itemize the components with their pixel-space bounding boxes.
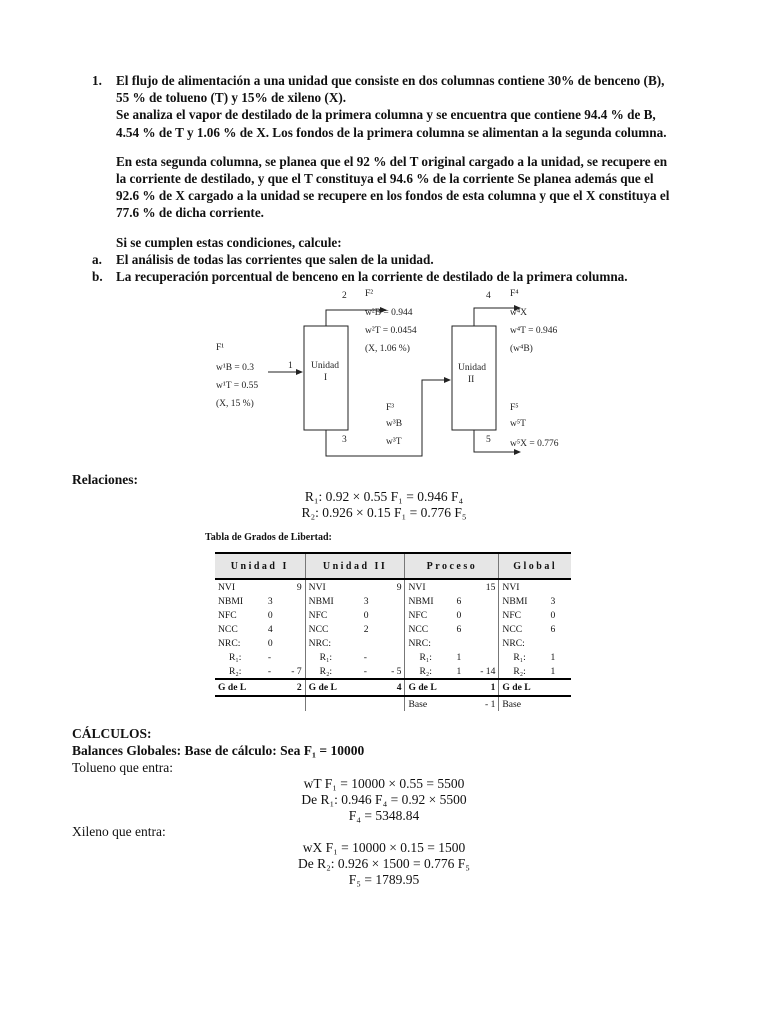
table-cell xyxy=(563,622,571,636)
table-cell: NCC xyxy=(499,622,548,636)
equation: wX F₁ = 10000 × 0.15 = 1500 xyxy=(302,840,466,855)
f1-x: (X, 15 %) xyxy=(216,399,254,409)
table-cell: 1 xyxy=(550,651,556,663)
stream-3-number: 3 xyxy=(342,435,347,445)
table-cell xyxy=(281,594,306,608)
table-cell: 3 xyxy=(550,595,556,607)
table-cell xyxy=(547,579,562,594)
table-cell: 0 xyxy=(267,637,273,649)
xileno-label: Xileno que entra: xyxy=(72,824,166,839)
table-cell: NRC: xyxy=(405,636,454,650)
unit-2-number: II xyxy=(468,375,475,385)
table-cell: NRC: xyxy=(305,636,361,650)
f5-wt: w⁵T xyxy=(510,419,526,429)
table-cell: R₂: xyxy=(305,664,361,679)
text-line: En esta segunda columna, se planea que el 92 % del T original cargado a la unidad, se recupere en xyxy=(116,153,668,169)
table-cell: R₁: xyxy=(499,650,548,664)
f2-wb: w²B = 0.944 xyxy=(365,308,413,318)
problem-statement xyxy=(92,72,712,285)
text-line: La recuperación porcentual de benceno en la corriente de destilado de la primera columna. xyxy=(116,269,628,285)
problem-number: 1. xyxy=(92,73,102,88)
table-row xyxy=(215,608,571,622)
equation: F₅ = 1789.95 xyxy=(348,872,420,887)
table-cell: 3 xyxy=(363,595,369,607)
f5-wx: w⁵X = 0.776 xyxy=(510,439,559,449)
stream-2-number: 2 xyxy=(342,291,347,301)
table-cell xyxy=(563,636,571,650)
table-cell: NVI xyxy=(305,579,361,594)
table-title: Tabla de Grados de Libertad: xyxy=(205,532,332,543)
f2-x: (X, 1.06 %) xyxy=(365,344,410,354)
table-cell: - xyxy=(363,665,367,677)
f1-label: F¹ xyxy=(216,343,225,353)
table-cell xyxy=(361,696,405,711)
f1-wb: w¹B = 0.3 xyxy=(216,363,255,373)
f4-wt: w⁴T = 0.946 xyxy=(510,326,558,336)
table-cell: 2 xyxy=(363,623,369,635)
table-cell xyxy=(378,636,405,650)
f5-label: F⁵ xyxy=(510,403,519,413)
table-cell xyxy=(547,636,562,650)
equation: F₄ = 5348.84 xyxy=(348,808,420,823)
list-marker: b. xyxy=(92,269,103,285)
table-row xyxy=(215,594,571,608)
table-cell xyxy=(378,594,405,608)
table-cell: G de L xyxy=(499,679,548,696)
f2-wt: w²T = 0.0454 xyxy=(365,326,417,336)
table-cell: 1 xyxy=(456,651,462,663)
equation: De R₁: 0.946 F₄ = 0.92 × 5500 xyxy=(301,792,467,807)
problem-paragraph-1 xyxy=(92,72,712,141)
table-cell: G de L xyxy=(215,679,265,696)
table-cell: 6 xyxy=(456,595,462,607)
table-cell: 2 xyxy=(265,679,305,696)
table-cell xyxy=(215,696,265,711)
table-cell: - 1 xyxy=(485,698,496,710)
stream-5-number: 5 xyxy=(486,435,491,445)
table-cell: 1 xyxy=(550,665,556,677)
table-cell xyxy=(469,636,499,650)
table-cell: R₁: xyxy=(405,650,454,664)
table-row xyxy=(215,650,571,664)
table-cell: 0 xyxy=(267,609,273,621)
table-cell: - 14 xyxy=(480,665,496,677)
f2-label: F² xyxy=(365,289,374,299)
table-cell: NRC: xyxy=(218,637,241,649)
table-cell: NBMI xyxy=(305,594,361,608)
f3-wb: w³B xyxy=(386,419,403,429)
table-cell xyxy=(378,650,405,664)
table-cell xyxy=(563,608,571,622)
column-header: Proceso xyxy=(405,553,499,579)
table-cell xyxy=(265,696,305,711)
table-row xyxy=(215,636,571,650)
table-row xyxy=(215,664,571,679)
table-cell xyxy=(563,664,571,679)
table-cell: NBMI xyxy=(218,595,244,607)
process-diagram xyxy=(210,284,570,464)
table-cell: NFC xyxy=(218,609,237,621)
table-cell: R₂: xyxy=(499,664,548,679)
relation-r1: R₁: 0.92 × 0.55 F₁ = 0.946 F₄ xyxy=(304,489,464,504)
table-cell: NVI xyxy=(218,581,236,593)
table-cell: NCC xyxy=(405,622,454,636)
f1-wt: w¹T = 0.55 xyxy=(216,381,259,391)
relaciones-title: Relaciones: xyxy=(72,472,138,487)
text-line: Se analiza el vapor de destilado de la primera columna y se encuentra que contiene 94.4 % de B, xyxy=(116,107,656,123)
equation: wT F₁ = 10000 × 0.55 = 5500 xyxy=(303,776,465,791)
unit-1-label: Unidad xyxy=(311,361,339,371)
table-cell: R₁: xyxy=(229,651,242,663)
table-cell xyxy=(469,594,499,608)
table-cell xyxy=(563,650,571,664)
problem-paragraph-3 xyxy=(92,234,712,251)
list-item-a xyxy=(92,251,712,268)
table-cell: Base xyxy=(499,696,548,711)
table-cell: NFC xyxy=(499,608,548,622)
table-cell xyxy=(265,579,281,594)
equation: De R₂: 0.926 × 1500 = 0.776 F₅ xyxy=(297,856,471,871)
table-cell xyxy=(563,579,571,594)
table-cell xyxy=(378,622,405,636)
calculos-title: CÁLCULOS: xyxy=(72,726,152,741)
column-header: Global xyxy=(499,553,571,579)
f4-wb: (w⁴B) xyxy=(510,344,533,354)
relation-r2: R₂: 0.926 × 0.15 F₁ = 0.776 F₅ xyxy=(301,505,467,520)
table-cell: NBMI xyxy=(405,594,454,608)
table-row xyxy=(215,622,571,636)
table-cell xyxy=(454,636,469,650)
table-cell xyxy=(281,636,306,650)
tolueno-label: Tolueno que entra: xyxy=(72,760,174,775)
f4-label: F⁴ xyxy=(510,289,519,299)
table-cell: 4 xyxy=(267,623,273,635)
f4-wx: w⁴X xyxy=(510,308,528,318)
table-cell xyxy=(361,579,378,594)
table-cell: 3 xyxy=(267,595,273,607)
table-cell: NCC xyxy=(218,623,238,635)
stream-4-number: 4 xyxy=(486,291,491,301)
table-cell: G de L xyxy=(405,679,454,696)
list-marker: a. xyxy=(92,251,102,267)
unit-1-number: I xyxy=(324,373,328,383)
table-cell: R₂: xyxy=(229,665,242,677)
table-cell xyxy=(281,650,306,664)
table-cell: NFC xyxy=(305,608,361,622)
table-cell: 15 xyxy=(485,581,496,593)
text-line: la corriente de destilado, y que el T constituya el 94.6 % de la corriente Se planea además que el xyxy=(116,171,654,187)
table-cell: 0 xyxy=(363,609,369,621)
table-cell: - xyxy=(267,665,272,677)
text-line: Si se cumplen estas condiciones, calcule: xyxy=(116,234,342,250)
table-cell xyxy=(281,608,306,622)
text-line: 55 % de tolueno (T) y 15% de xileno (X). xyxy=(116,90,347,106)
f3-wt: w³T xyxy=(386,437,402,447)
table-cell xyxy=(281,622,306,636)
table-cell: R₁: xyxy=(305,650,361,664)
table-cell: R₂: xyxy=(405,664,454,679)
column-header: Unidad II xyxy=(305,553,405,579)
table-row xyxy=(215,579,571,594)
table-cell: 4 xyxy=(361,679,405,696)
table-cell xyxy=(305,696,361,711)
table-cell: NCC xyxy=(305,622,361,636)
table-cell xyxy=(469,650,499,664)
table-body xyxy=(215,579,571,711)
table-cell: 6 xyxy=(456,623,462,635)
text-line: El análisis de todas las corrientes que salen de la unidad. xyxy=(116,251,434,267)
table-cell: 0 xyxy=(550,609,556,621)
table-cell: NFC xyxy=(405,608,454,622)
table-cell: 9 xyxy=(396,581,402,593)
table-cell: - 7 xyxy=(291,665,302,677)
table-cell: NVI xyxy=(405,579,454,594)
problem-paragraph-2 xyxy=(92,153,712,222)
table-cell: 6 xyxy=(550,623,556,635)
table-cell: G de L xyxy=(305,679,361,696)
calculos-subtitle: Balances Globales: Base de cálculo: Sea F₁ = 10000 xyxy=(72,743,365,758)
text-line: 4.54 % de T y 1.06 % de X. Los fondos de la primera columna se alimentan a la segunda columna. xyxy=(116,124,667,140)
degrees-of-freedom-table xyxy=(215,552,571,711)
table-cell: NVI xyxy=(499,579,548,594)
unit-2-label: Unidad xyxy=(458,363,486,373)
table-row xyxy=(215,679,571,696)
table-cell: 0 xyxy=(456,609,462,621)
table-header-row xyxy=(215,553,571,579)
table-cell: 9 xyxy=(296,581,302,593)
table-cell: NRC: xyxy=(499,636,548,650)
table-cell xyxy=(378,608,405,622)
table-cell xyxy=(547,679,571,696)
table-row xyxy=(215,696,571,711)
column-header: Unidad I xyxy=(215,553,305,579)
list-item-b xyxy=(92,268,712,285)
table-cell: Base xyxy=(405,696,454,711)
f3-label: F³ xyxy=(386,403,395,413)
table-cell xyxy=(469,622,499,636)
table-cell: 1 xyxy=(456,665,462,677)
table-cell xyxy=(469,608,499,622)
stream-1-number: 1 xyxy=(288,361,293,371)
text-line: 92.6 % de X cargado a la unidad se recupere en los fondos de esta columna y que el X constituya el xyxy=(116,188,670,204)
table-cell xyxy=(454,579,469,594)
text-line: 77.6 % de dicha corriente. xyxy=(116,205,264,221)
table-cell xyxy=(563,594,571,608)
table-cell: - xyxy=(363,651,367,663)
table-cell xyxy=(547,696,571,711)
table-cell: NBMI xyxy=(499,594,548,608)
table-cell: - 5 xyxy=(391,665,402,677)
table-cell xyxy=(361,636,378,650)
table-cell: 1 xyxy=(454,679,499,696)
table-cell: - xyxy=(267,651,272,663)
text-line: El flujo de alimentación a una unidad que consiste en dos columnas contiene 30% de benceno (B), xyxy=(116,73,665,88)
